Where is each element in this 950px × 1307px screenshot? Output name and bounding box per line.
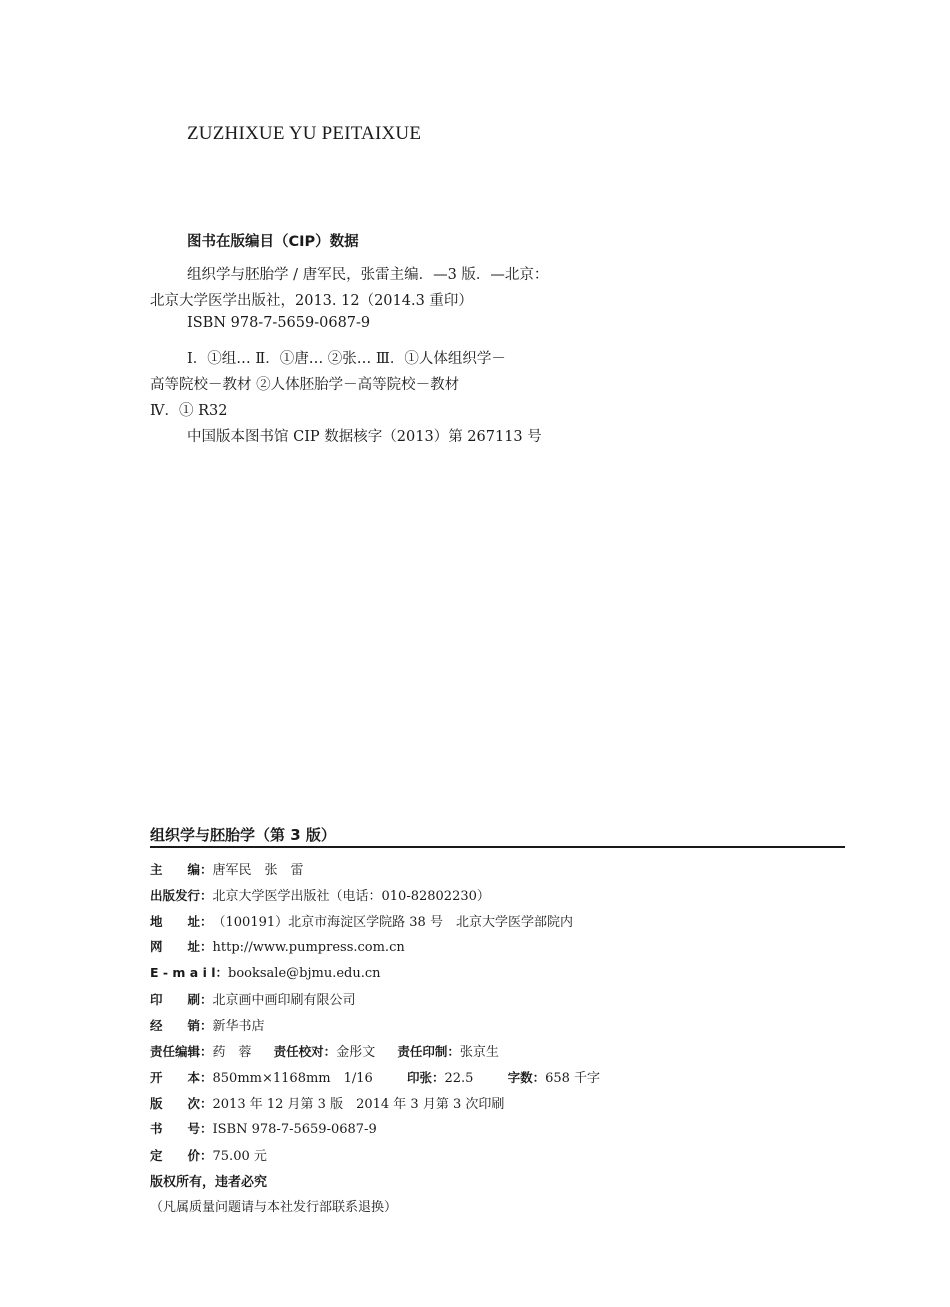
row-label: 版 次： bbox=[150, 1096, 213, 1111]
return-note: （凡属质量问题请与本社发行部联系退换） bbox=[150, 1200, 398, 1215]
colophon-row-isbn bbox=[150, 1119, 377, 1137]
row-label: E - m a i l： bbox=[150, 965, 229, 980]
row-label: 责任校对： bbox=[273, 1044, 337, 1059]
row-value: 唐军民 张 雷 bbox=[212, 863, 304, 878]
cip-line: Ⅳ．① R32 bbox=[150, 403, 228, 419]
row-value: 22.5 bbox=[444, 1071, 474, 1086]
row-value: ISBN 978-7-5659-0687-9 bbox=[212, 1122, 377, 1137]
row-value: 药 蓉 bbox=[212, 1045, 252, 1060]
colophon-row-printer bbox=[150, 989, 356, 1008]
row-label: 主 编： bbox=[150, 862, 213, 877]
website-link[interactable]: http://www.pumpress.com.cn bbox=[212, 940, 405, 955]
copyright-notice: 版权所有，违者必究 bbox=[150, 1175, 268, 1190]
row-value: 北京画中画印刷有限公司 bbox=[212, 993, 356, 1008]
row-label: 出版发行： bbox=[150, 888, 213, 903]
row-label: 责任编辑： bbox=[150, 1044, 213, 1059]
colophon-row-edition bbox=[150, 1093, 504, 1112]
colophon-row-editors bbox=[150, 1041, 499, 1060]
colophon-row-address bbox=[150, 911, 573, 930]
row-value: （100191）北京市海淀区学院路 38 号 北京大学医学部院内 bbox=[212, 915, 573, 930]
row-label: 印张： bbox=[406, 1070, 445, 1085]
row-label: 地 址： bbox=[150, 914, 213, 929]
row-label: 书 号： bbox=[150, 1121, 213, 1136]
row-label: 定 价： bbox=[150, 1148, 213, 1163]
row-value: 658 千字 bbox=[545, 1071, 601, 1086]
row-label: 字数： bbox=[507, 1070, 546, 1085]
colophon-row-email bbox=[150, 963, 381, 981]
cip-line: 中国版本图书馆 CIP 数据核字（2013）第 267113 号 bbox=[187, 429, 542, 445]
row-label: 开 本： bbox=[150, 1070, 213, 1085]
title-rule bbox=[150, 846, 845, 848]
row-value: 张京生 bbox=[459, 1045, 499, 1060]
row-label: 责任印制： bbox=[397, 1044, 460, 1059]
cip-heading: 图书在版编目（CIP）数据 bbox=[187, 234, 359, 250]
cip-line: 北京大学医学出版社，2013. 12（2014.3 重印） bbox=[150, 293, 473, 309]
email-link[interactable]: booksale@bjmu.edu.cn bbox=[228, 966, 381, 981]
row-value: 75.00 元 bbox=[212, 1149, 267, 1164]
row-label: 网 址： bbox=[150, 939, 213, 954]
colophon-row-website bbox=[150, 937, 405, 955]
colophon-row-format bbox=[150, 1067, 600, 1086]
book-title: 组织学与胚胎学（第 3 版） bbox=[150, 826, 336, 844]
colophon-row-distributor bbox=[150, 1015, 265, 1034]
cip-line: 组织学与胚胎学 / 唐军民，张雷主编．—3 版．—北京： bbox=[187, 267, 549, 283]
cip-line: ISBN 978-7-5659-0687-9 bbox=[187, 315, 371, 331]
row-label: 印 刷： bbox=[150, 992, 213, 1007]
row-value: 850mm×1168mm 1/16 bbox=[212, 1071, 373, 1086]
colophon-row-editor bbox=[150, 859, 304, 878]
row-label: 经 销： bbox=[150, 1018, 213, 1033]
cip-line: Ⅰ．①组… Ⅱ．①唐… ②张… Ⅲ．①人体组织学－ bbox=[187, 351, 506, 367]
row-value: 金彤文 bbox=[336, 1045, 376, 1060]
row-value: 2013 年 12 月第 3 版 2014 年 3 月第 3 次印刷 bbox=[212, 1097, 505, 1112]
colophon-row-price bbox=[150, 1145, 267, 1164]
row-value: 新华书店 bbox=[212, 1019, 265, 1034]
row-value: 北京大学医学出版社（电话：010-82802230） bbox=[212, 889, 490, 904]
pinyin-title: ZUZHIXUE YU PEITAIXUE bbox=[187, 123, 422, 144]
cip-line: 高等院校－教材 ②人体胚胎学－高等院校－教材 bbox=[150, 377, 460, 393]
colophon-row-publisher bbox=[150, 885, 490, 904]
